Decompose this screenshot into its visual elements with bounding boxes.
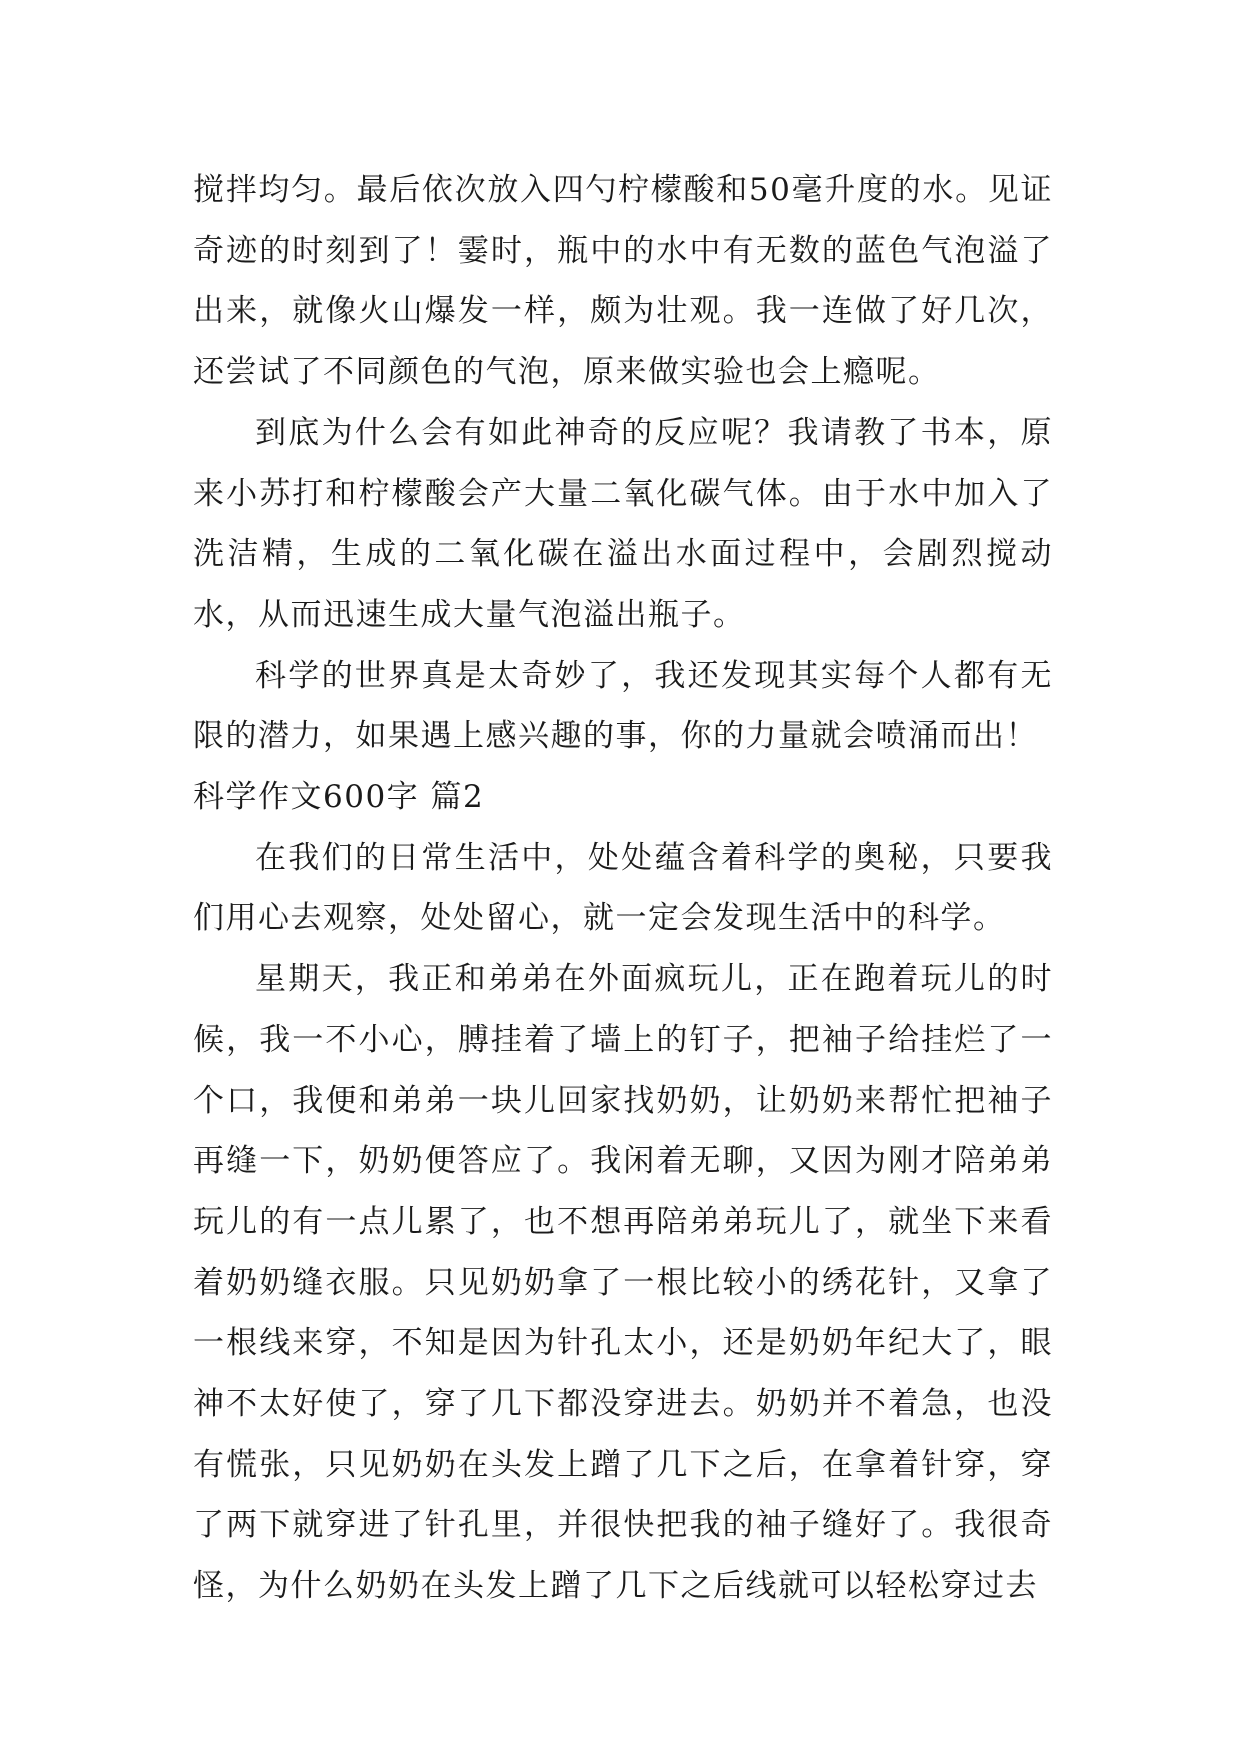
paragraph-1: 搅拌均匀。最后依次放入四勺柠檬酸和50毫升度的水。见证奇迹的时刻到了！霎时，瓶中的水中有无数的蓝色气泡溢了出来，就像火山爆发一样，颇为壮观。我一连做了好几次，还尝试了不同颜色的气泡，原来做实验也会上瘾呢。 <box>193 172 1053 391</box>
section-heading: 科学作文600字 篇2 <box>193 779 485 816</box>
paragraph-3: 科学的世界真是太奇妙了，我还发现其实每个人都有无限的潜力，如果遇上感兴趣的事，你的力量就会喷涌而出！ <box>193 657 1053 755</box>
paragraph-5: 星期天，我正和弟弟在外面疯玩儿，正在跑着玩儿的时候，我一不小心，膊挂着了墙上的钉子，把袖子给挂烂了一个口，我便和弟弟一块儿回家找奶奶，让奶奶来帮忙把袖子再缝一下，奶奶便答应了。我闲着无聊，又因为刚才陪弟弟玩儿的有一点儿累了，也不想再陪弟弟玩儿了，就坐下来看着奶奶缝衣服。只见奶奶拿了一根比较小的绣花针，又拿了一根线来穿，不知是因为针孔太小，还是奶奶年纪大了，眼神不太好使了，穿了几下都没穿进去。奶奶并不着急，也没有慌张，只见奶奶在头发上蹭了几下之后，在拿着针穿，穿了两下就穿进了针孔里，并很快把我的袖子缝好了。我很奇怪，为什么奶奶在头发上蹭了几下之后线就可以轻松穿过去 <box>193 961 1053 1605</box>
paragraph-4: 在我们的日常生活中，处处蕴含着科学的奥秘，只要我们用心去观察，处处留心，就一定会发现生活中的科学。 <box>193 839 1053 937</box>
document-page <box>193 160 1053 1617</box>
paragraph-2: 到底为什么会有如此神奇的反应呢？我请教了书本，原来小苏打和柠檬酸会产大量二氧化碳气体。由于水中加入了洗洁精，生成的二氧化碳在溢出水面过程中，会剧烈搅动水，从而迅速生成大量气泡溢出瓶子。 <box>193 414 1053 633</box>
